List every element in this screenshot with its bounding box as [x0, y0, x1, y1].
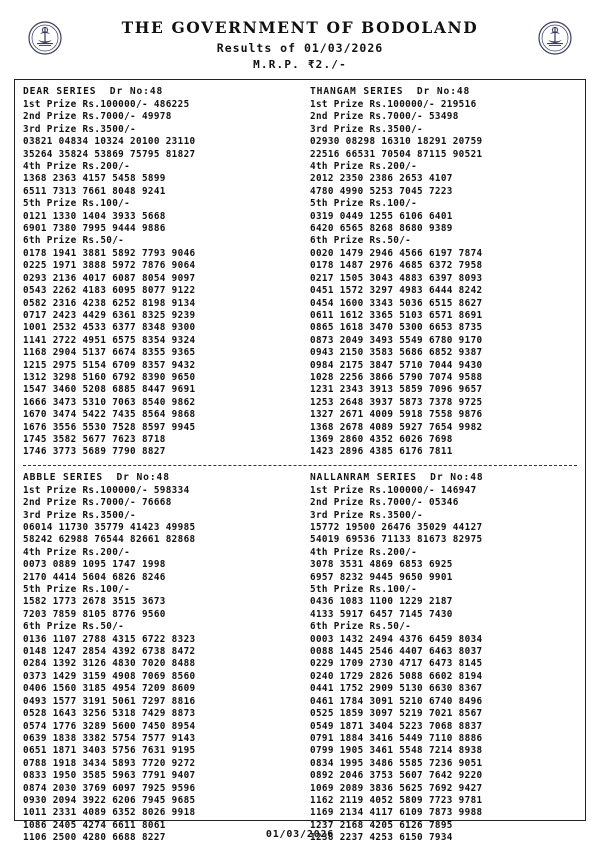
prize-fourth: 4th Prize Rs.200/- — [310, 546, 418, 558]
sixth-prize-numbers-row: 0984 2175 3847 5710 7044 9430 — [310, 359, 483, 371]
fourth-prize-numbers-row: 4780 4990 5253 7045 7223 — [310, 185, 453, 197]
sixth-prize-numbers-row: 0833 1950 3585 5963 7791 9407 — [23, 770, 196, 782]
sixth-prize-numbers-row: 0493 1577 3191 5061 7297 8816 — [23, 695, 196, 707]
sixth-prize-numbers-row: 1028 2256 3866 5790 7074 9588 — [310, 371, 483, 383]
sixth-prize-numbers-row: 1237 2168 4205 6126 7895 — [310, 819, 453, 831]
mrp-line: M.R.P. ₹2./- — [253, 58, 347, 71]
prize-first: 1st Prize Rs.100000/- 486225 — [23, 99, 190, 110]
sixth-prize-numbers-row: 0873 2049 3493 5549 6780 9170 — [310, 334, 483, 346]
third-prize-numbers-row: 02930 08298 16310 18291 20759 — [310, 136, 483, 148]
sixth-prize-numbers-row: 0717 2423 4429 6361 8325 9239 — [23, 309, 196, 321]
sixth-prize-numbers-row: 1547 3460 5208 6885 8447 9691 — [23, 384, 196, 396]
prize-fifth: 5th Prize Rs.100/- — [310, 198, 418, 210]
sixth-prize-numbers-row: 0178 1487 2976 4685 6372 7958 — [310, 260, 483, 272]
prize-sixth: 6th Prize Rs.50/- — [23, 235, 125, 247]
third-prize-numbers-row: 15772 19500 26476 35029 44127 — [310, 522, 483, 533]
top-series-row — [23, 86, 577, 459]
sixth-prize-numbers-row: 1312 3298 5160 6792 8390 9650 — [23, 371, 196, 383]
sixth-prize-numbers-row: 0930 2094 3922 6206 7945 9685 — [23, 794, 196, 806]
fourth-prize-numbers-row: 3078 3531 4869 6853 6925 — [310, 559, 453, 571]
fourth-prize-numbers-row: 2012 2350 2386 2653 4107 — [310, 173, 453, 185]
sixth-prize-numbers-row: 1369 2860 4352 6026 7698 — [310, 433, 453, 445]
sixth-prize-numbers-row: 0020 1479 2946 4566 6197 7874 — [310, 247, 483, 259]
third-prize-numbers-row: 06014 11730 35779 41423 49985 — [23, 522, 196, 533]
sixth-prize-numbers-row: 0441 1752 2909 5130 6630 8367 — [310, 683, 483, 695]
series-title: DEAR SERIES Dr No:48 — [23, 86, 164, 97]
sixth-prize-numbers-row: 1141 2722 4951 6575 8354 9324 — [23, 334, 196, 346]
sixth-prize-numbers-row: 1746 3773 5689 7790 8827 — [23, 446, 166, 458]
results-date-line: Results of 01/03/2026 — [216, 41, 384, 55]
bodoland-emblem-left-icon — [28, 18, 62, 58]
sixth-prize-numbers-row: 0574 1776 3289 5600 7450 8954 — [23, 720, 196, 732]
sixth-prize-numbers-row: 0799 1905 3461 5548 7214 8938 — [310, 745, 483, 757]
prize-first: 1st Prize Rs.100000/- 219516 — [310, 99, 477, 110]
sixth-prize-numbers-row: 0454 1600 3343 5036 6515 8627 — [310, 297, 483, 309]
page-title: THE GOVERNMENT OF BODOLAND — [121, 18, 479, 37]
sixth-prize-numbers-row: 0543 2262 4183 6095 8077 9122 — [23, 285, 196, 297]
sixth-prize-numbers-row: 1676 3556 5530 7528 8597 9945 — [23, 421, 196, 433]
fifth-prize-numbers-row: 4133 5917 6457 7145 7430 — [310, 608, 453, 620]
sixth-prize-numbers-row: 0582 2316 4238 6252 8198 9134 — [23, 297, 196, 309]
sixth-prize-numbers-row: 1001 2532 4533 6377 8348 9300 — [23, 322, 196, 334]
prize-sixth: 6th Prize Rs.50/- — [310, 621, 412, 633]
sixth-prize-numbers-row: 0293 2136 4017 6087 8054 9097 — [23, 272, 196, 284]
fourth-prize-numbers-row: 0073 0889 1095 1747 1998 — [23, 559, 166, 571]
prize-third: 3rd Prize Rs.3500/- — [23, 123, 136, 135]
prize-second: 2nd Prize Rs.7000/- 76668 — [23, 497, 172, 509]
third-prize-numbers-row: 58242 62988 76544 82661 82868 — [23, 534, 196, 546]
sixth-prize-numbers-row: 0639 1838 3382 5754 7577 9143 — [23, 732, 196, 744]
sixth-prize-numbers-row: 0791 1884 3416 5449 7110 8886 — [310, 732, 483, 744]
sixth-prize-numbers-row: 1423 2896 4385 6176 7811 — [310, 446, 453, 458]
sixth-prize-numbers-row: 0373 1429 3159 4908 7069 8560 — [23, 670, 196, 682]
fourth-prize-numbers-row: 2170 4414 5604 6826 8246 — [23, 571, 166, 583]
footer-date: 01/03/2026 — [265, 829, 335, 840]
sixth-prize-numbers-row: 0788 1918 3434 5893 7720 9272 — [23, 757, 196, 769]
third-prize-numbers-row: 54019 69536 71133 81673 82975 — [310, 534, 483, 546]
prize-fourth: 4th Prize Rs.200/- — [23, 546, 131, 558]
sixth-prize-numbers-row: 0451 1572 3297 4983 6444 8242 — [310, 285, 483, 297]
sixth-prize-numbers-row: 0528 1643 3256 5318 7429 8873 — [23, 708, 196, 720]
fifth-prize-numbers-row: 6901 7380 7995 9444 9886 — [23, 223, 166, 235]
fourth-prize-numbers-row: 6511 7313 7661 8048 9241 — [23, 185, 166, 197]
fourth-prize-numbers-row: 6957 8232 9445 9650 9901 — [310, 571, 453, 583]
series-block-abble — [23, 472, 300, 845]
sixth-prize-numbers-row: 0225 1971 3888 5972 7876 9064 — [23, 260, 196, 272]
fifth-prize-numbers-row: 6420 6565 8268 8680 9389 — [310, 223, 453, 235]
sixth-prize-numbers-row: 0865 1618 3470 5300 6653 8735 — [310, 322, 483, 334]
series-block-dear — [23, 86, 300, 459]
sixth-prize-numbers-row: 0178 1941 3881 5892 7793 9046 — [23, 247, 196, 259]
prize-first: 1st Prize Rs.100000/- 598334 — [23, 484, 190, 496]
prize-first: 1st Prize Rs.100000/- 146947 — [310, 484, 477, 496]
sixth-prize-numbers-row: 1086 2405 4274 6611 8061 — [23, 819, 166, 831]
prize-fifth: 5th Prize Rs.100/- — [310, 584, 418, 596]
sixth-prize-numbers-row: 0240 1729 2826 5088 6602 8194 — [310, 670, 483, 682]
prize-second: 2nd Prize Rs.7000/- 05346 — [310, 497, 459, 509]
section-divider — [23, 465, 577, 466]
prize-third: 3rd Prize Rs.3500/- — [310, 509, 423, 521]
third-prize-numbers-row: 35264 35824 53869 75795 81827 — [23, 148, 196, 160]
sixth-prize-numbers-row: 0217 1505 3043 4883 6397 8093 — [310, 272, 483, 284]
series-block-nallanram — [300, 472, 577, 845]
sixth-prize-numbers-row: 1238 2237 4253 6150 7934 — [310, 832, 453, 844]
sixth-prize-numbers-row: 1327 2671 4009 5918 7558 9876 — [310, 409, 483, 421]
prize-sixth: 6th Prize Rs.50/- — [23, 621, 125, 633]
fifth-prize-numbers-row: 0436 1083 1100 1229 2187 — [310, 596, 453, 608]
prize-sixth: 6th Prize Rs.50/- — [310, 235, 412, 247]
fifth-prize-numbers-row: 7203 7859 8105 8776 9560 — [23, 608, 166, 620]
sixth-prize-numbers-row: 0003 1432 2494 4376 6459 8034 — [310, 633, 483, 645]
third-prize-numbers-row: 03821 04834 10324 20100 23110 — [23, 136, 196, 148]
sixth-prize-numbers-row: 0088 1445 2546 4407 6463 8037 — [310, 646, 483, 658]
prize-fourth: 4th Prize Rs.200/- — [310, 161, 418, 173]
sixth-prize-numbers-row: 0148 1247 2854 4392 6738 8472 — [23, 646, 196, 658]
sixth-prize-numbers-row: 1106 2500 4280 6688 8227 — [23, 832, 166, 844]
sixth-prize-numbers-row: 1011 2331 4089 6352 8026 9918 — [23, 807, 196, 819]
sixth-prize-numbers-row: 0136 1107 2788 4315 6722 8323 — [23, 633, 196, 645]
prize-fourth: 4th Prize Rs.200/- — [23, 161, 131, 173]
page-header — [14, 14, 586, 79]
series-title: NALLANRAM SERIES Dr No:48 — [310, 471, 484, 483]
sixth-prize-numbers-row: 0943 2150 3583 5686 6852 9387 — [310, 347, 483, 359]
bottom-series-row — [23, 472, 577, 845]
sixth-prize-numbers-row: 1168 2904 5137 6674 8355 9365 — [23, 347, 196, 359]
prize-second: 2nd Prize Rs.7000/- 49978 — [23, 111, 172, 123]
sixth-prize-numbers-row: 0229 1709 2730 4717 6473 8145 — [310, 658, 483, 670]
sixth-prize-numbers-row: 1215 2975 5154 6709 8357 9432 — [23, 359, 196, 371]
third-prize-numbers-row: 22516 66531 70504 87115 90521 — [310, 148, 483, 160]
prize-third: 3rd Prize Rs.3500/- — [310, 123, 423, 135]
sixth-prize-numbers-row: 1745 3582 5677 7623 8718 — [23, 433, 166, 445]
sixth-prize-numbers-row: 1666 3473 5310 7063 8540 9862 — [23, 396, 196, 408]
sixth-prize-numbers-row: 1069 2089 3836 5625 7692 9427 — [310, 782, 483, 794]
sixth-prize-numbers-row: 0892 2046 3753 5607 7642 9220 — [310, 770, 483, 782]
fifth-prize-numbers-row: 1582 1773 2678 3515 3673 — [23, 596, 166, 608]
sixth-prize-numbers-row: 0549 1871 3404 5223 7068 8837 — [310, 720, 483, 732]
sixth-prize-numbers-row: 1253 2648 3937 5873 7378 9725 — [310, 396, 483, 408]
sixth-prize-numbers-row: 0834 1995 3486 5585 7236 9051 — [310, 757, 483, 769]
fifth-prize-numbers-row: 0121 1330 1404 3933 5668 — [23, 210, 166, 222]
sixth-prize-numbers-row: 1162 2119 4052 5809 7723 9781 — [310, 794, 483, 806]
prize-fifth: 5th Prize Rs.100/- — [23, 584, 131, 596]
sixth-prize-numbers-row: 0611 1612 3365 5103 6571 8691 — [310, 309, 483, 321]
series-title: ABBLE SERIES Dr No:48 — [23, 471, 170, 483]
prize-second: 2nd Prize Rs.7000/- 53498 — [310, 111, 459, 123]
series-block-thangam — [300, 86, 577, 459]
sixth-prize-numbers-row: 0525 1859 3097 5219 7021 8567 — [310, 708, 483, 720]
series-title: THANGAM SERIES Dr No:48 — [310, 86, 471, 97]
sixth-prize-numbers-row: 1670 3474 5422 7435 8564 9868 — [23, 409, 196, 421]
sixth-prize-numbers-row: 0406 1560 3185 4954 7209 8609 — [23, 683, 196, 695]
fifth-prize-numbers-row: 0319 0449 1255 6106 6401 — [310, 210, 453, 222]
sixth-prize-numbers-row: 0651 1871 3403 5756 7631 9195 — [23, 745, 196, 757]
prize-fifth: 5th Prize Rs.100/- — [23, 198, 131, 210]
bodoland-emblem-right-icon — [538, 18, 572, 58]
sixth-prize-numbers-row: 0284 1392 3126 4830 7020 8488 — [23, 658, 196, 670]
sixth-prize-numbers-row: 1231 2343 3913 5859 7096 9657 — [310, 384, 483, 396]
sixth-prize-numbers-row: 1368 2678 4089 5927 7654 9982 — [310, 421, 483, 433]
fourth-prize-numbers-row: 1368 2363 4157 5458 5899 — [23, 173, 166, 185]
prize-third: 3rd Prize Rs.3500/- — [23, 509, 136, 521]
sixth-prize-numbers-row: 1169 2134 4117 6109 7873 9988 — [310, 807, 483, 819]
sixth-prize-numbers-row: 0874 2030 3769 6097 7925 9596 — [23, 782, 196, 794]
sixth-prize-numbers-row: 0461 1784 3091 5210 6740 8496 — [310, 695, 483, 707]
